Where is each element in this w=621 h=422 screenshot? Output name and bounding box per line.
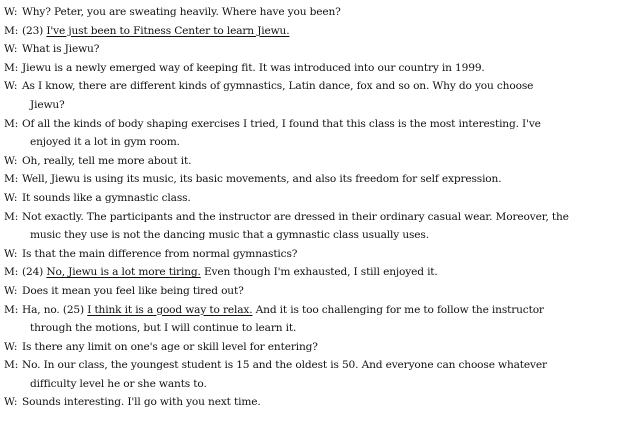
speaker-label: W:: [4, 396, 18, 409]
line-text: music they use is not the dancing music that a gymnastic class usually uses.: [30, 229, 429, 242]
dialogue-line: [0, 356, 621, 375]
line-text: Does it mean you feel like being tired out?: [22, 284, 244, 297]
line-text: As I know, there are different kinds of gymnastics, Latin dance, fox and so on. Why do you choose: [22, 80, 534, 93]
speaker-label: M:: [4, 266, 19, 279]
line-text: What is Jiewu?: [22, 43, 100, 56]
dialogue-line: [0, 338, 621, 357]
dialogue-line-continuation: [0, 133, 621, 152]
line-text-tail: And it is too challenging for me to follow the instructor: [252, 303, 544, 316]
dialogue-line: [0, 3, 621, 22]
speaker-label: W:: [4, 154, 18, 167]
line-text: Not exactly. The participants and the instructor are dressed in their ordinary casual wear. Moreover, the: [22, 210, 569, 223]
dialogue-line: [0, 77, 621, 96]
line-text: Oh, really, tell me more about it.: [22, 154, 192, 167]
dialogue-line: [0, 115, 621, 134]
speaker-label: M:: [4, 173, 19, 186]
speaker-label: W:: [4, 6, 18, 18]
dialogue-line: [0, 208, 621, 227]
dialogue-transcript: [0, 3, 621, 412]
dialogue-line: [0, 245, 621, 264]
speaker-label: W:: [4, 80, 18, 93]
dialogue-line: [0, 301, 621, 320]
line-text-head: Ha, no. (25): [22, 303, 88, 316]
line-text: difficulty level he or she wants to.: [30, 377, 207, 390]
line-text: Of all the kinds of body shaping exercises I tried, I found that this class is the most interesting. I've: [22, 117, 541, 130]
dialogue-line-continuation: [0, 96, 621, 115]
line-text: [22, 301, 544, 320]
line-text: [22, 22, 289, 41]
line-text: [22, 263, 438, 282]
dialogue-line: [0, 263, 621, 282]
line-text: Sounds interesting. I'll go with you next time.: [22, 396, 261, 409]
line-text: Well, Jiewu is using its music, its basic movements, and also its freedom for self expression.: [22, 173, 502, 186]
speaker-label: M:: [4, 24, 19, 37]
speaker-label: W:: [4, 247, 18, 260]
dialogue-line: [0, 59, 621, 78]
speaker-label: W:: [4, 43, 18, 56]
dialogue-line: [0, 152, 621, 171]
underlined-answer: I think it is a good way to relax.: [87, 303, 253, 316]
question-number: (23): [22, 24, 47, 37]
question-number: (24): [22, 266, 47, 279]
dialogue-line-continuation: [0, 226, 621, 245]
speaker-label: W:: [4, 340, 18, 353]
line-text: No. In our class, the youngest student is 15 and the oldest is 50. And everyone can choose whatever: [22, 359, 547, 372]
dialogue-line: [0, 189, 621, 208]
dialogue-line-continuation: [0, 319, 621, 338]
line-text: through the motions, but I will continue to learn it.: [30, 322, 297, 335]
line-text: Is that the main difference from normal gymnastics?: [22, 247, 298, 260]
speaker-label: M:: [4, 117, 19, 130]
line-text: Jiewu is a newly emerged way of keeping fit. It was introduced into our country in 1999.: [22, 61, 485, 74]
line-text: Jiewu?: [30, 98, 65, 111]
line-text: It sounds like a gymnastic class.: [22, 191, 191, 204]
line-text: Is there any limit on one's age or skill level for entering?: [22, 340, 318, 353]
dialogue-line: [0, 40, 621, 59]
speaker-label: W:: [4, 284, 18, 297]
dialogue-line: [0, 170, 621, 189]
line-text-tail: Even though I'm exhausted, I still enjoyed it.: [200, 266, 438, 279]
line-text: enjoyed it a lot in gym room.: [30, 136, 180, 149]
speaker-label: W:: [4, 191, 18, 204]
dialogue-line: [0, 282, 621, 301]
speaker-label: M:: [4, 303, 19, 316]
line-text: Why? Peter, you are sweating heavily. Where have you been?: [22, 6, 341, 18]
speaker-label: M:: [4, 210, 19, 223]
dialogue-line: [0, 22, 621, 41]
underlined-answer: I've just been to Fitness Center to learn Jiewu.: [46, 24, 290, 37]
underlined-answer: No, Jiewu is a lot more tiring.: [46, 266, 201, 279]
dialogue-line: [0, 393, 621, 412]
dialogue-line-continuation: [0, 375, 621, 394]
speaker-label: M:: [4, 359, 19, 372]
speaker-label: M:: [4, 61, 19, 74]
